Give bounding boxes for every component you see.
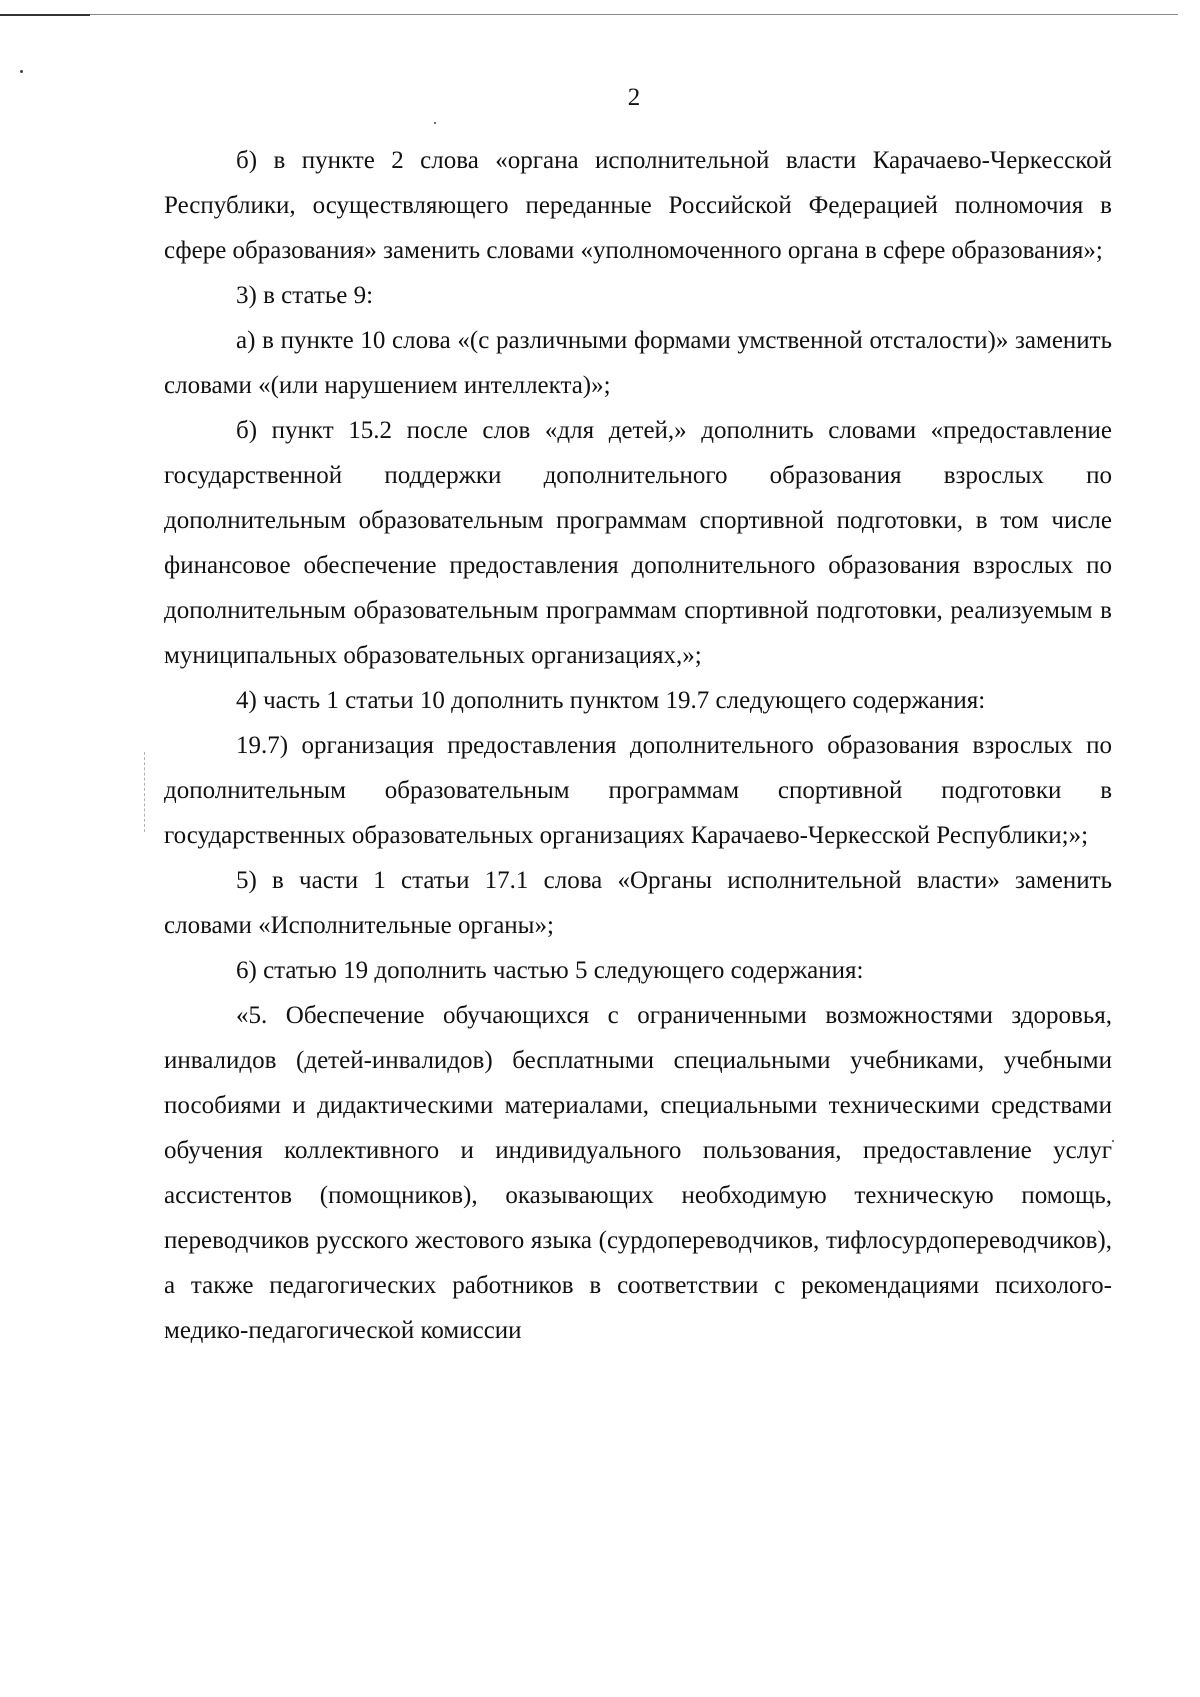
- paragraph: 3) в статье 9:: [236, 282, 374, 309]
- document-body: [164, 138, 1112, 1353]
- paragraph: «5. Обеспечение обучающихся с ограниченными возможностями здоровья, инвалидов (детей-инвалидов) бесплатными специальными учебниками, учебными пособиями и дидактическими материалами, специальными техническими средствами обучения коллективного и индивидуального пользования, предоставление услуг ассистентов (помощников), оказывающих необходимую техническую помощь, переводчиков русского жестового языка (сурдопереводчиков, тифлосурдопереводчиков), а также педагогических работников в соответствии с рекомендациями психолого-медико-педагогической комиссии: [164, 1002, 1112, 1344]
- paragraph: 6) статью 19 дополнить частью 5 следующего содержания:: [236, 957, 864, 984]
- scan-speck: [434, 122, 436, 124]
- page-number: 2: [627, 84, 641, 111]
- scan-speck: [1112, 1140, 1114, 1142]
- paragraph: б) пункт 15.2 после слов «для детей,» дополнить словами «предоставление государственной поддержки дополнительного образования взрослых по дополнительным образовательным программам спортивной подготовки, в том числе финансовое обеспечение предоставления дополнительного образования взрослых по дополнительным образовательным программам спортивной подготовки, реализуемым в муниципальных образовательных организациях,»;: [164, 417, 1112, 669]
- scan-border-line: [0, 14, 1178, 15]
- paragraph: 5) в части 1 статьи 17.1 слова «Органы исполнительной власти» заменить словами «Исполнительные органы»;: [164, 867, 1112, 939]
- paragraph: а) в пункте 10 слова «(с различными формами умственной отсталости)» заменить словами «(или нарушением интеллекта)»;: [164, 327, 1112, 399]
- paragraph: 19.7) организация предоставления дополнительного образования взрослых по дополнительным образовательным программам спортивной подготовки в государственных образовательных организациях Карачаево-Черкесской Республики;»;: [164, 732, 1112, 849]
- scan-border-mark: [0, 14, 90, 16]
- paragraph: б) в пункте 2 слова «органа исполнительной власти Карачаево-Черкесской Республики, осуществляющего переданные Российской Федерацией полномочия в сфере образования» заменить словами «уполномоченного органа в сфере образования»;: [164, 147, 1112, 264]
- scan-artifact: [144, 752, 145, 832]
- scan-speck: [20, 70, 23, 73]
- paragraph: 4) часть 1 статьи 10 дополнить пунктом 19.7 следующего содержания:: [236, 687, 986, 714]
